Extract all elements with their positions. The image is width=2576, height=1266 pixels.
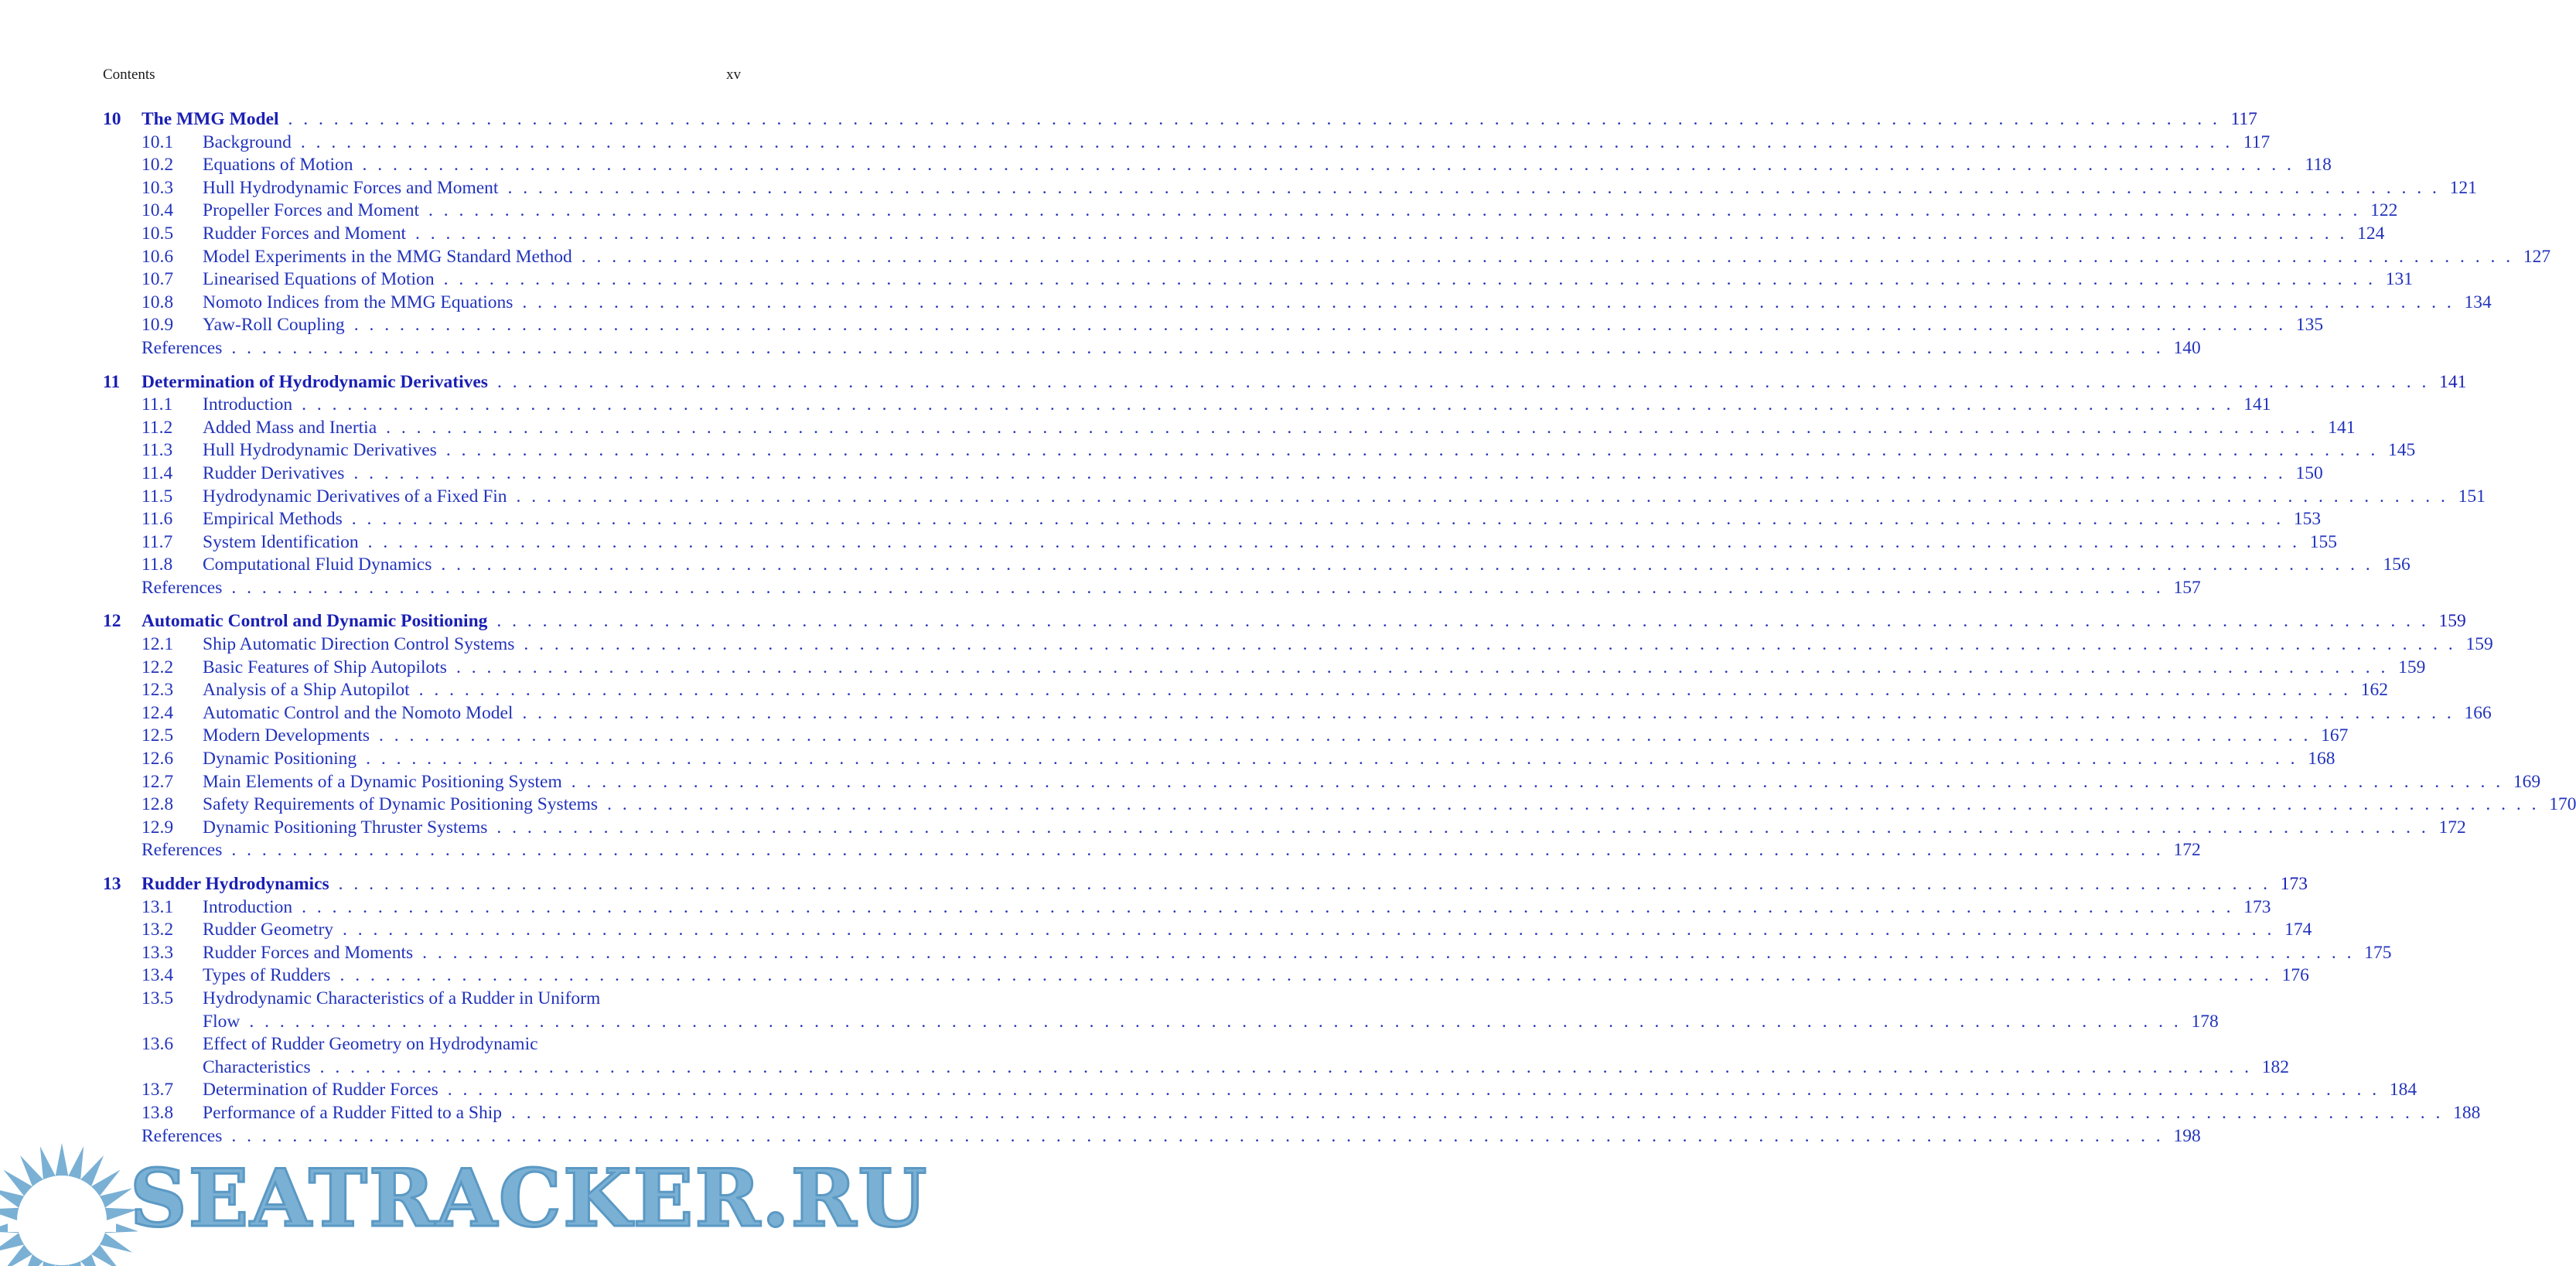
leader-dots	[231, 839, 2163, 862]
leader-dots	[517, 486, 2448, 509]
page-number: 141	[2328, 417, 2356, 438]
section-number: 12.9	[142, 817, 174, 838]
page-number: 153	[2293, 509, 2322, 530]
page-number: 176	[2281, 965, 2309, 986]
section-number: 11.7	[142, 531, 173, 552]
section-entry[interactable]	[103, 394, 2271, 417]
section-entry[interactable]	[103, 988, 741, 1011]
page-number: 174	[2284, 920, 2312, 940]
chapter-entry[interactable]	[103, 371, 2467, 394]
leader-dots	[422, 942, 2354, 965]
page-number: 178	[2191, 1011, 2219, 1032]
section-title: Nomoto Indices from the MMG Equations	[203, 292, 513, 312]
leader-dots	[386, 417, 2318, 440]
section-entry[interactable]	[103, 200, 2398, 223]
leader-dots	[607, 793, 2539, 817]
section-entry[interactable]	[103, 246, 2551, 269]
section-number: 10.6	[142, 246, 174, 267]
leader-dots	[524, 633, 2455, 657]
leader-dots	[301, 131, 2233, 155]
section-number: 10.3	[142, 177, 174, 198]
references-label: References	[142, 1125, 223, 1146]
section-entry[interactable]	[103, 919, 2312, 942]
leader-dots	[343, 919, 2274, 942]
section-title: Analysis of a Ship Autopilot	[203, 680, 410, 701]
references-entry[interactable]	[103, 577, 2201, 600]
page-number: 151	[2458, 486, 2486, 507]
leader-dots	[522, 292, 2454, 315]
leader-dots	[339, 964, 2271, 988]
page-number: 159	[2465, 634, 2493, 655]
section-number: 11.5	[142, 486, 173, 507]
section-number: 13.6	[142, 1034, 174, 1055]
running-head-title: Contents	[103, 67, 155, 83]
leader-dots	[496, 610, 2428, 633]
section-title: Rudder Geometry	[203, 920, 334, 940]
chapter-entry[interactable]	[103, 610, 2466, 633]
section-number: 10.5	[142, 223, 174, 244]
section-number: 10.2	[142, 155, 174, 176]
section-number: 11.8	[142, 555, 173, 575]
section-number: 13.2	[142, 920, 174, 940]
section-entry[interactable]	[103, 771, 2541, 794]
section-title: Rudder Derivatives	[203, 462, 345, 483]
chapter-block	[103, 108, 2551, 360]
leader-dots	[428, 200, 2360, 223]
chapter-block	[103, 610, 2576, 862]
section-title: Automatic Control and the Nomoto Model	[203, 702, 513, 723]
page-number: 168	[2308, 749, 2335, 769]
page-number: 188	[2453, 1102, 2481, 1123]
references-label: References	[142, 577, 223, 598]
section-entry[interactable]	[103, 292, 2492, 315]
section-number: 11.2	[142, 417, 173, 438]
section-entry-continued[interactable]	[103, 1011, 2219, 1034]
leader-dots	[448, 1079, 2380, 1102]
section-title: Propeller Forces and Moment	[203, 200, 419, 221]
section-entry[interactable]	[103, 223, 2385, 246]
table-of-contents	[103, 108, 2576, 1159]
leader-dots	[496, 817, 2428, 840]
page-number: 170	[2549, 794, 2576, 815]
sun-icon	[0, 1143, 138, 1266]
section-number: 11.3	[142, 440, 173, 461]
section-title: Model Experiments in the MMG Standard Method	[203, 246, 572, 267]
section-title: Modern Developments	[203, 725, 370, 746]
section-number: 10.9	[142, 315, 174, 336]
section-title: Types of Rudders	[203, 965, 331, 986]
chapter-number: 12	[103, 611, 121, 632]
section-entry[interactable]	[103, 817, 2466, 840]
references-entry[interactable]	[103, 337, 2201, 360]
section-title: Dynamic Positioning	[203, 749, 357, 769]
page-number: 157	[2173, 577, 2201, 598]
section-title: Dynamic Positioning Thruster Systems	[203, 817, 488, 838]
section-title: Effect of Rudder Geometry on Hydrodynamic	[203, 1034, 538, 1055]
section-title: Introduction	[203, 896, 293, 917]
section-number: 12.4	[142, 702, 174, 723]
page-number: 172	[2438, 817, 2466, 838]
page-number: 127	[2523, 246, 2551, 267]
page-number: 150	[2295, 462, 2323, 483]
page-number: 134	[2464, 292, 2492, 312]
leader-dots	[444, 268, 2376, 292]
section-number: 12.1	[142, 634, 174, 655]
leader-dots	[302, 394, 2233, 417]
page-number-roman: xv	[726, 67, 741, 83]
section-number: 10.1	[142, 131, 174, 152]
leader-dots	[456, 657, 2388, 680]
leader-dots	[379, 725, 2311, 748]
page-number: 167	[2321, 725, 2349, 746]
leader-dots	[446, 439, 2378, 462]
section-entry[interactable]	[103, 131, 2271, 155]
section-title: System Identification	[203, 531, 359, 552]
section-entry[interactable]	[103, 793, 2576, 817]
leader-dots	[363, 154, 2295, 177]
chapter-title: The MMG Model	[142, 109, 279, 129]
page-number: 121	[2449, 177, 2477, 198]
section-number: 12.8	[142, 794, 174, 815]
section-title: Hydrodynamic Derivatives of a Fixed Fin	[203, 486, 507, 507]
section-entry[interactable]	[103, 439, 2416, 462]
section-number: 12.7	[142, 771, 174, 792]
section-title: Performance of a Rudder Fitted to a Ship	[203, 1102, 503, 1123]
section-title: Determination of Rudder Forces	[203, 1080, 438, 1100]
leader-dots	[415, 223, 2347, 246]
section-entry[interactable]	[103, 177, 2477, 200]
section-title: Main Elements of a Dynamic Positioning System	[203, 771, 562, 792]
page-number: 175	[2364, 942, 2392, 963]
page-number: 117	[2230, 109, 2257, 129]
section-number: 13.8	[142, 1102, 174, 1123]
page-number: 162	[2360, 680, 2389, 701]
page-number: 141	[2243, 394, 2271, 415]
leader-dots	[231, 337, 2163, 360]
page-number: 122	[2370, 200, 2398, 221]
leader-dots	[366, 748, 2298, 771]
chapter-number: 11	[103, 371, 121, 392]
section-title: Added Mass and Inertia	[203, 417, 377, 438]
section-title: Rudder Forces and Moment	[203, 223, 407, 244]
page-number: 166	[2464, 702, 2492, 723]
references-label: References	[142, 840, 223, 861]
section-number: 13.5	[142, 988, 174, 1008]
page-number: 184	[2389, 1080, 2417, 1100]
section-number: 13.7	[142, 1080, 174, 1100]
section-title: Safety Requirements of Dynamic Positioning Systems	[203, 794, 599, 815]
leader-dots	[571, 771, 2503, 794]
section-title: Linearised Equations of Motion	[203, 269, 435, 290]
section-number: 12.2	[142, 657, 174, 677]
section-title-continued: Flow	[203, 1011, 241, 1032]
page-number: 156	[2383, 555, 2411, 575]
section-title: Introduction	[203, 394, 293, 415]
section-entry[interactable]	[103, 942, 2392, 965]
section-entry[interactable]	[103, 679, 2389, 702]
chapter-entry[interactable]	[103, 108, 2257, 131]
section-title: Computational Fluid Dynamics	[203, 555, 432, 575]
section-entry[interactable]	[103, 486, 2486, 509]
leader-dots	[352, 508, 2284, 531]
leader-dots	[582, 246, 2513, 269]
page-number: 182	[2261, 1056, 2290, 1077]
section-number: 13.3	[142, 942, 174, 963]
section-entry[interactable]	[103, 657, 2426, 680]
page-number: 124	[2357, 223, 2385, 244]
section-number: 12.5	[142, 725, 174, 746]
section-title: Hydrodynamic Characteristics of a Rudder in Uniform	[203, 988, 601, 1008]
section-entry[interactable]	[103, 725, 2349, 748]
section-title: Yaw-Roll Coupling	[203, 315, 345, 336]
leader-dots	[339, 873, 2271, 896]
chapter-number: 13	[103, 874, 121, 894]
page-number: 169	[2513, 771, 2541, 792]
section-entry[interactable]	[103, 702, 2492, 725]
section-title: Hull Hydrodynamic Forces and Moment	[203, 177, 499, 198]
section-number: 10.8	[142, 292, 174, 312]
section-entry[interactable]	[103, 964, 2309, 988]
page-number: 172	[2173, 840, 2201, 861]
leader-dots	[354, 314, 2286, 337]
leader-dots	[302, 896, 2233, 920]
section-number: 12.6	[142, 749, 174, 769]
page-number: 173	[2280, 874, 2308, 894]
leader-dots	[368, 531, 2300, 555]
section-entry-continued[interactable]	[103, 1056, 2290, 1080]
section-number: 11.1	[142, 394, 173, 415]
page-number: 145	[2387, 440, 2416, 461]
section-entry[interactable]	[103, 748, 2335, 771]
leader-dots	[419, 679, 2351, 702]
leader-dots	[353, 462, 2285, 486]
section-entry[interactable]	[103, 462, 2323, 486]
leader-dots	[231, 577, 2163, 600]
references-entry[interactable]	[103, 839, 2201, 862]
section-entry[interactable]	[103, 633, 2493, 657]
page-number: 118	[2305, 155, 2332, 176]
section-title: Background	[203, 131, 292, 152]
page-header	[103, 67, 741, 87]
section-title: Equations of Motion	[203, 155, 353, 176]
page-number: 140	[2173, 337, 2201, 358]
section-number: 12.3	[142, 680, 174, 701]
section-title-continued: Characteristics	[203, 1056, 311, 1077]
chapter-block	[103, 371, 2486, 600]
leader-dots	[320, 1056, 2252, 1080]
section-title: Hull Hydrodynamic Derivatives	[203, 440, 437, 461]
section-number: 10.7	[142, 269, 174, 290]
section-number: 11.6	[142, 509, 173, 530]
page-number: 135	[2295, 315, 2324, 336]
references-label: References	[142, 337, 223, 358]
section-number: 13.1	[142, 896, 174, 917]
section-entry[interactable]	[103, 531, 2338, 555]
section-entry[interactable]	[103, 554, 2411, 577]
section-entry[interactable]	[103, 314, 2324, 337]
chapter-entry[interactable]	[103, 873, 2308, 896]
section-title: Empirical Methods	[203, 509, 343, 530]
leader-dots	[441, 554, 2373, 577]
page-number: 159	[2438, 611, 2466, 632]
page-number: 141	[2439, 371, 2467, 392]
leader-dots	[507, 177, 2439, 200]
section-title: Basic Features of Ship Autopilots	[203, 657, 447, 677]
section-entry[interactable]	[103, 417, 2356, 440]
section-entry[interactable]	[103, 1079, 2417, 1102]
page-number: 117	[2243, 131, 2271, 152]
leader-dots	[522, 702, 2454, 725]
section-number: 10.4	[142, 200, 174, 221]
chapter-title: Rudder Hydrodynamics	[142, 874, 329, 894]
chapter-number: 10	[103, 109, 121, 129]
section-entry[interactable]	[103, 508, 2322, 531]
leader-dots	[497, 371, 2429, 394]
page-number: 131	[2385, 269, 2413, 290]
page-number: 159	[2398, 657, 2426, 677]
page-number: 198	[2173, 1125, 2201, 1146]
section-number: 13.4	[142, 965, 174, 986]
leader-dots	[249, 1011, 2181, 1034]
section-entry[interactable]	[103, 268, 2413, 292]
watermark-text: SEATRACKER.RU	[130, 1152, 929, 1245]
page-number: 173	[2243, 896, 2271, 917]
section-entry[interactable]	[103, 1033, 741, 1056]
section-title: Ship Automatic Direction Control Systems	[203, 634, 515, 655]
page-number: 155	[2309, 531, 2338, 552]
leader-dots	[288, 108, 2220, 131]
section-number: 11.4	[142, 462, 173, 483]
chapter-title: Automatic Control and Dynamic Positioning	[142, 611, 488, 632]
chapter-title: Determination of Hydrodynamic Derivatives	[142, 371, 488, 392]
section-entry[interactable]	[103, 154, 2332, 177]
section-title: Rudder Forces and Moments	[203, 942, 414, 963]
section-entry[interactable]	[103, 896, 2271, 920]
